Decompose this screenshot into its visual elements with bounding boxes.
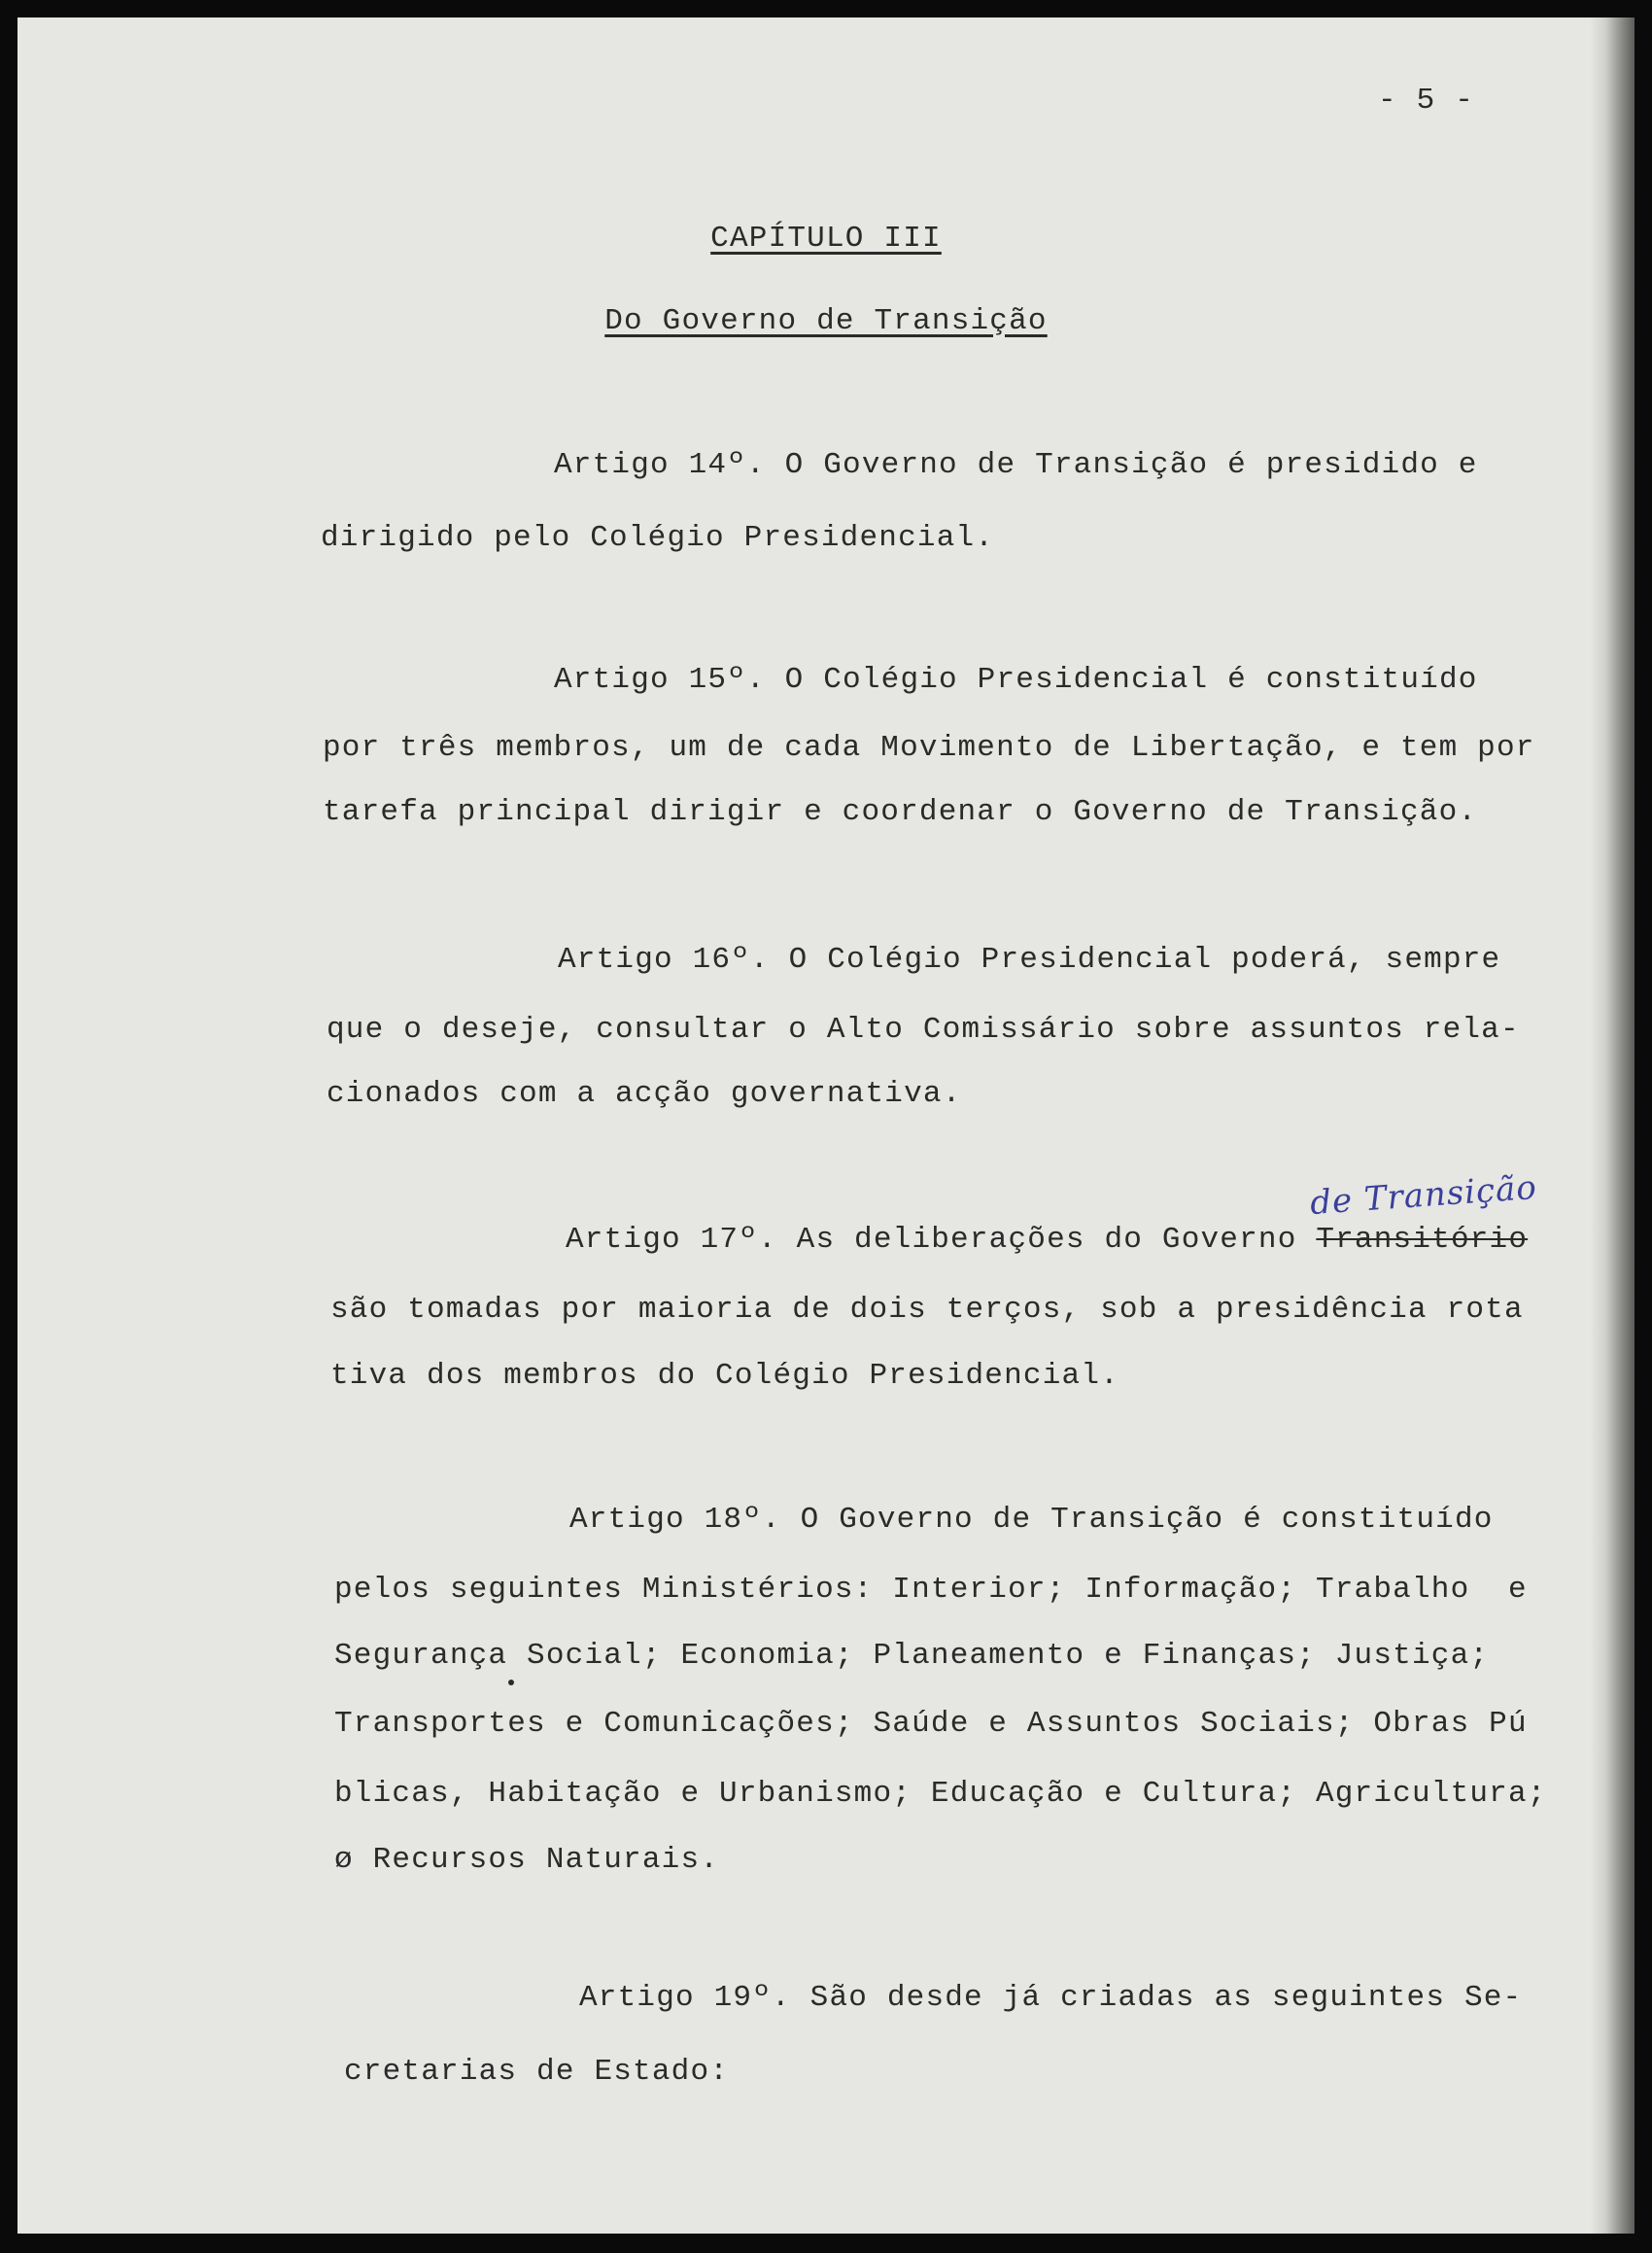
article-16-line-1: Artigo 16º. O Colégio Presidencial poderá, sempre [558,943,1501,977]
article-14-line-1: Artigo 14º. O Governo de Transição é presidido e [554,448,1478,482]
ink-dot [508,1680,514,1685]
article-19-line-1: Artigo 19º. São desde já criadas as seguintes Se- [579,1981,1523,2015]
article-18-line-6: ø Recursos Naturais. [334,1843,720,1877]
article-18-line-1: Artigo 18º. O Governo de Transição é constituído [569,1503,1494,1537]
handwritten-correction: de Transição [1308,1167,1539,1224]
article-17-line-1 [566,1223,1528,1257]
scan-edge-shadow [1590,17,1635,2234]
chapter-title: CAPÍTULO III [710,222,942,256]
article-19-line-2: cretarias de Estado: [344,2055,730,2089]
article-14-line-2: dirigido pelo Colégio Presidencial. [321,521,995,555]
article-17-line-1-text: Artigo 17º. As deliberações do Governo [566,1223,1317,1257]
article-17-line-3: tiva dos membros do Colégio Presidencial. [330,1359,1119,1393]
article-16-line-3: cionados com a acção governativa. [327,1077,962,1111]
chapter-subtitle: Do Governo de Transição [604,304,1048,338]
struck-word: Transitório [1316,1223,1529,1257]
article-15-line-1: Artigo 15º. O Colégio Presidencial é constituído [554,663,1478,697]
article-18-line-2: pelos seguintes Ministérios: Interior; Informação; Trabalho e [334,1573,1528,1607]
article-17-line-2: são tomadas por maioria de dois terços, sob a presidência rota [330,1293,1524,1327]
article-18-line-3: Segurança Social; Economia; Planeamento e Finanças; Justiça; [334,1639,1490,1673]
document-page [17,17,1635,2234]
article-18-line-5: blicas, Habitação e Urbanismo; Educação e Cultura; Agricultura; [334,1777,1547,1811]
article-15-line-2: por três membros, um de cada Movimento de Libertação, e tem por [323,731,1535,765]
page-number: - 5 - [1378,84,1475,118]
article-18-line-4: Transportes e Comunicações; Saúde e Assuntos Sociais; Obras Pú [334,1707,1528,1741]
article-15-line-3: tarefa principal dirigir e coordenar o Governo de Transição. [323,795,1478,829]
article-16-line-2: que o deseje, consultar o Alto Comissário sobre assuntos rela- [327,1013,1520,1047]
